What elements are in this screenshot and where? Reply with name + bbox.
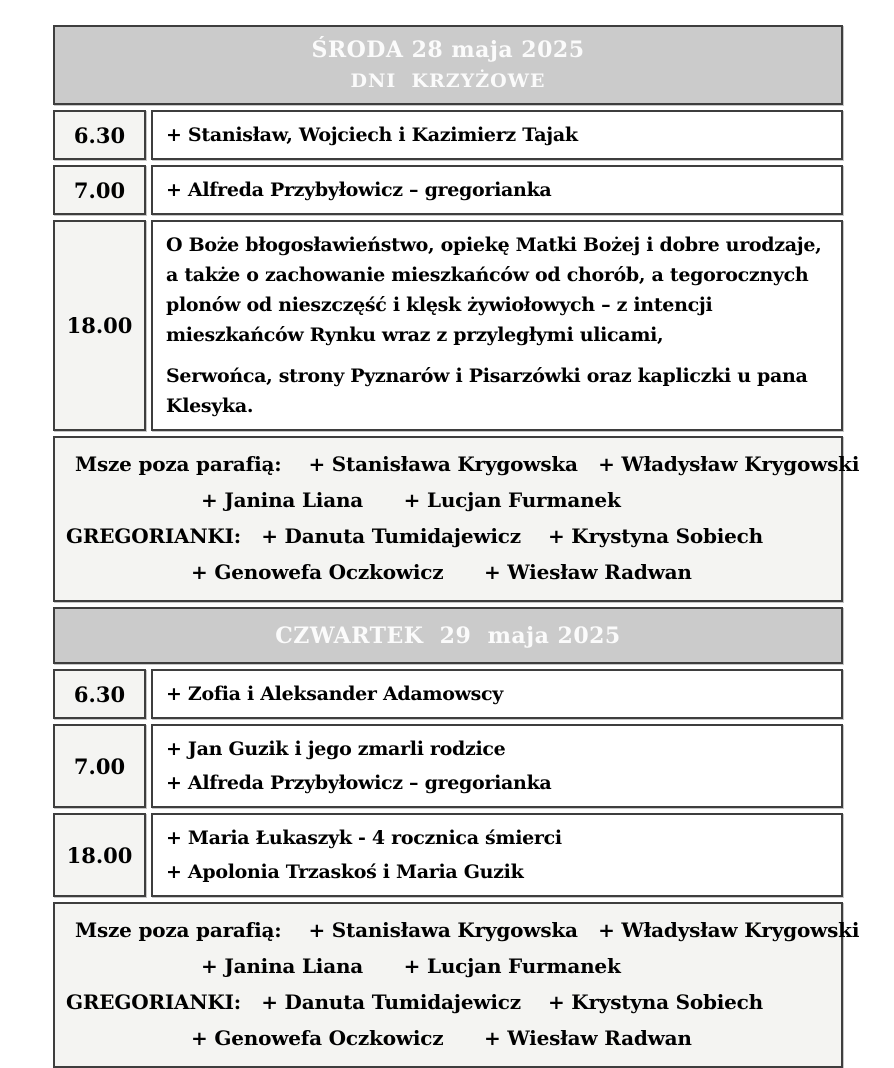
time-cell: 6.30 <box>53 669 146 719</box>
gregorianki-line: + Genowefa Oczkowicz + Wiesław Radwan <box>191 560 692 584</box>
intention-line: + Apolonia Trzaskoś i Maria Guzik <box>166 861 524 883</box>
gregorianki-line: GREGORIANKI: + Danuta Tumidajewicz + Krystyna Sobiech <box>66 990 764 1014</box>
intention-cell <box>151 813 843 897</box>
gregorianki-line: GREGORIANKI: + Danuta Tumidajewicz + Krystyna Sobiech <box>66 524 764 548</box>
day-header-wednesday <box>53 25 843 105</box>
intention-line: + Stanisław, Wojciech i Kazimierz Tajak <box>166 124 578 146</box>
day-header-thursday <box>53 607 843 664</box>
intention-cell <box>151 165 843 215</box>
intention-line: + Maria Łukaszyk - 4 rocznica śmierci <box>166 827 562 849</box>
time-cell: 7.00 <box>53 724 146 808</box>
intention-cell <box>151 220 843 431</box>
day-title: CZWARTEK 29 maja 2025 <box>275 622 621 649</box>
extra-masses-line: Msze poza parafią: + Stanisława Krygowska + Władysław Krygowski <box>75 918 860 942</box>
intention-line: + Alfreda Przybyłowicz – gregorianka <box>166 772 552 794</box>
extra-masses-line: + Janina Liana + Lucjan Furmanek <box>201 954 621 978</box>
time-cell: 7.00 <box>53 165 146 215</box>
extra-masses-block <box>53 436 860 602</box>
intention-line: + Zofia i Aleksander Adamowscy <box>166 683 504 705</box>
intention-cell <box>151 724 843 808</box>
mass-intentions-sheet <box>53 25 860 1068</box>
schedule-table <box>53 25 860 1068</box>
time-cell: 18.00 <box>53 220 146 431</box>
extra-masses-line: Msze poza parafią: + Stanisława Krygowska + Władysław Krygowski <box>75 452 860 476</box>
intention-cell <box>151 669 843 719</box>
gregorianki-line: + Genowefa Oczkowicz + Wiesław Radwan <box>191 1026 692 1050</box>
intention-line: + Alfreda Przybyłowicz – gregorianka <box>166 179 552 201</box>
intention-line: + Jan Guzik i jego zmarli rodzice <box>166 738 506 760</box>
intention-paragraph: Serwońca, strony Pyznarów i Pisarzówki oraz kapliczki u pana Klesyka. <box>166 365 808 417</box>
intention-paragraph: O Boże błogosławieństwo, opiekę Matki Bożej i dobre urodzaje, a także o zachowanie mieszkańców od chorób, a tegorocznych plonów od nieszczęść i klęsk żywiołowych – z intencji mieszkańców Rynku wraz z przyległymi ulicami, <box>166 234 822 346</box>
extra-masses-block <box>53 902 860 1068</box>
extra-masses-line: + Janina Liana + Lucjan Furmanek <box>201 488 621 512</box>
intention-cell <box>151 110 843 160</box>
day-title: ŚRODA 28 maja 2025 <box>311 36 585 63</box>
day-subtitle: DNI KRZYŻOWE <box>350 69 546 92</box>
time-cell: 18.00 <box>53 813 146 897</box>
time-cell: 6.30 <box>53 110 146 160</box>
